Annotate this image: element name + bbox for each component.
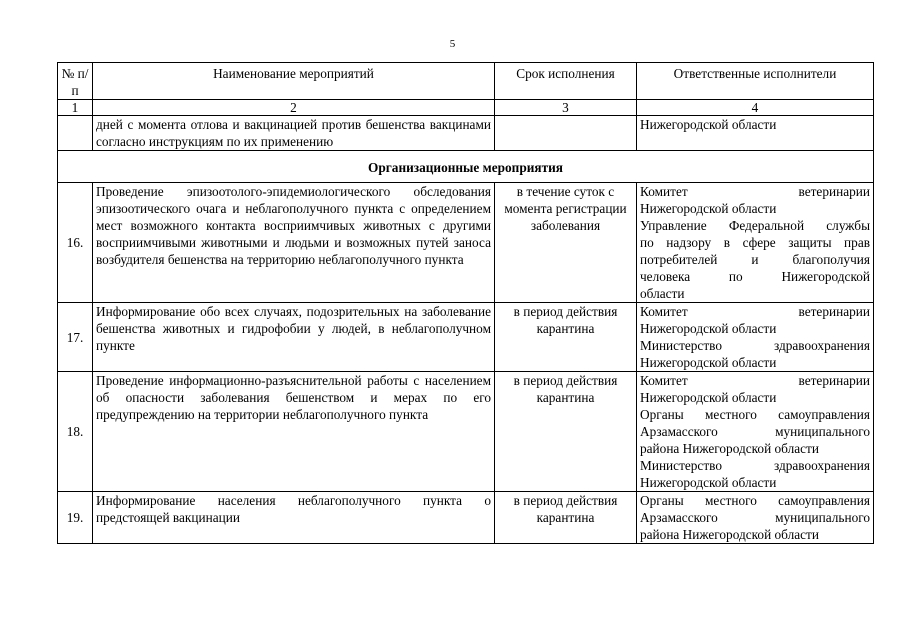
responsible-line: Комитет ветеринарии (640, 373, 870, 388)
responsible-line: Органы местного самоуправления (640, 493, 870, 508)
responsible-line: Нижегородской области (640, 475, 777, 490)
table-row (58, 492, 874, 544)
responsible (637, 303, 874, 372)
responsible-line: Комитет ветеринарии (640, 184, 870, 199)
row-number (58, 116, 93, 151)
section-row (58, 151, 874, 183)
measure-name: Информирование обо всех случаях, подозрительных на заболевание бешенства животных и гидрофобии у людей, в неблагополучном пункте (93, 303, 495, 372)
table-row (58, 303, 874, 372)
deadline: в период действия карантина (495, 492, 637, 544)
column-index: 3 (495, 100, 637, 116)
table-row (58, 372, 874, 492)
column-index: 4 (637, 100, 874, 116)
row-number: 16. (58, 183, 93, 303)
responsible-line: Министерство здравоохранения (640, 338, 870, 353)
responsible-line: Нижегородской области (640, 201, 777, 216)
deadline: в период действия карантина (495, 372, 637, 492)
responsible-line: потребителей и благополучия (640, 252, 870, 267)
responsible-line: Комитет ветеринарии (640, 304, 870, 319)
responsible (637, 183, 874, 303)
header-responsible: Ответственные исполнители (637, 63, 874, 100)
section-title: Организационные мероприятия (58, 151, 874, 183)
responsible (637, 372, 874, 492)
responsible-line: Управление Федеральной службы (640, 218, 870, 233)
deadline (495, 116, 637, 151)
responsible-line: района Нижегородской области (640, 527, 819, 542)
responsible: Нижегородской области (637, 116, 874, 151)
table-header-row (58, 63, 874, 100)
measure-name: Проведение эпизоотолого-эпидемиологического обследования эпизоотического очага и неблагополучного пункта с определением мест возможного контакта восприимчивых животных с другими восприимчивыми животными и людьми и возможных путей заноса возбудителя бешенства на территорию неблагополучного пункта (93, 183, 495, 303)
responsible-line: Нижегородской области (640, 390, 777, 405)
column-index: 2 (93, 100, 495, 116)
responsible (637, 492, 874, 544)
header-deadline: Срок исполнения (495, 63, 637, 100)
row-number: 18. (58, 372, 93, 492)
header-number: № п/п (58, 63, 93, 100)
deadline: в период действия карантина (495, 303, 637, 372)
table-row (58, 116, 874, 151)
row-number: 17. (58, 303, 93, 372)
measure-name: дней с момента отлова и вакцинацией против бешенства вакцинами согласно инструкциям по их применению (93, 116, 495, 151)
column-index: 1 (58, 100, 93, 116)
responsible-line: по надзору в сфере защиты прав (640, 235, 870, 250)
page-number: 5 (449, 38, 456, 50)
row-number: 19. (58, 492, 93, 544)
measure-name: Информирование населения неблагополучного пункта о предстоящей вакцинации (93, 492, 495, 544)
measure-name: Проведение информационно-разъяснительной работы с населением об опасности заболевания бешенством и мерах по его предупреждению на территории неблагополучного пункта (93, 372, 495, 492)
responsible-line: района Нижегородской области (640, 441, 819, 456)
responsible-line: Арзамасского муниципального (640, 510, 870, 525)
responsible-line: Нижегородской области (640, 321, 777, 336)
measures-table (57, 62, 874, 544)
table-row (58, 183, 874, 303)
deadline: в течение суток с момента регистрации заболевания (495, 183, 637, 303)
responsible-line: Нижегородской области (640, 355, 777, 370)
responsible-line: Арзамасского муниципального (640, 424, 870, 439)
responsible-line: человека по Нижегородской (640, 269, 870, 284)
responsible-line: Органы местного самоуправления (640, 407, 870, 422)
responsible-line: области (640, 286, 685, 301)
responsible-line: Министерство здравоохранения (640, 458, 870, 473)
header-measures: Наименование мероприятий (93, 63, 495, 100)
column-index-row (58, 100, 874, 116)
